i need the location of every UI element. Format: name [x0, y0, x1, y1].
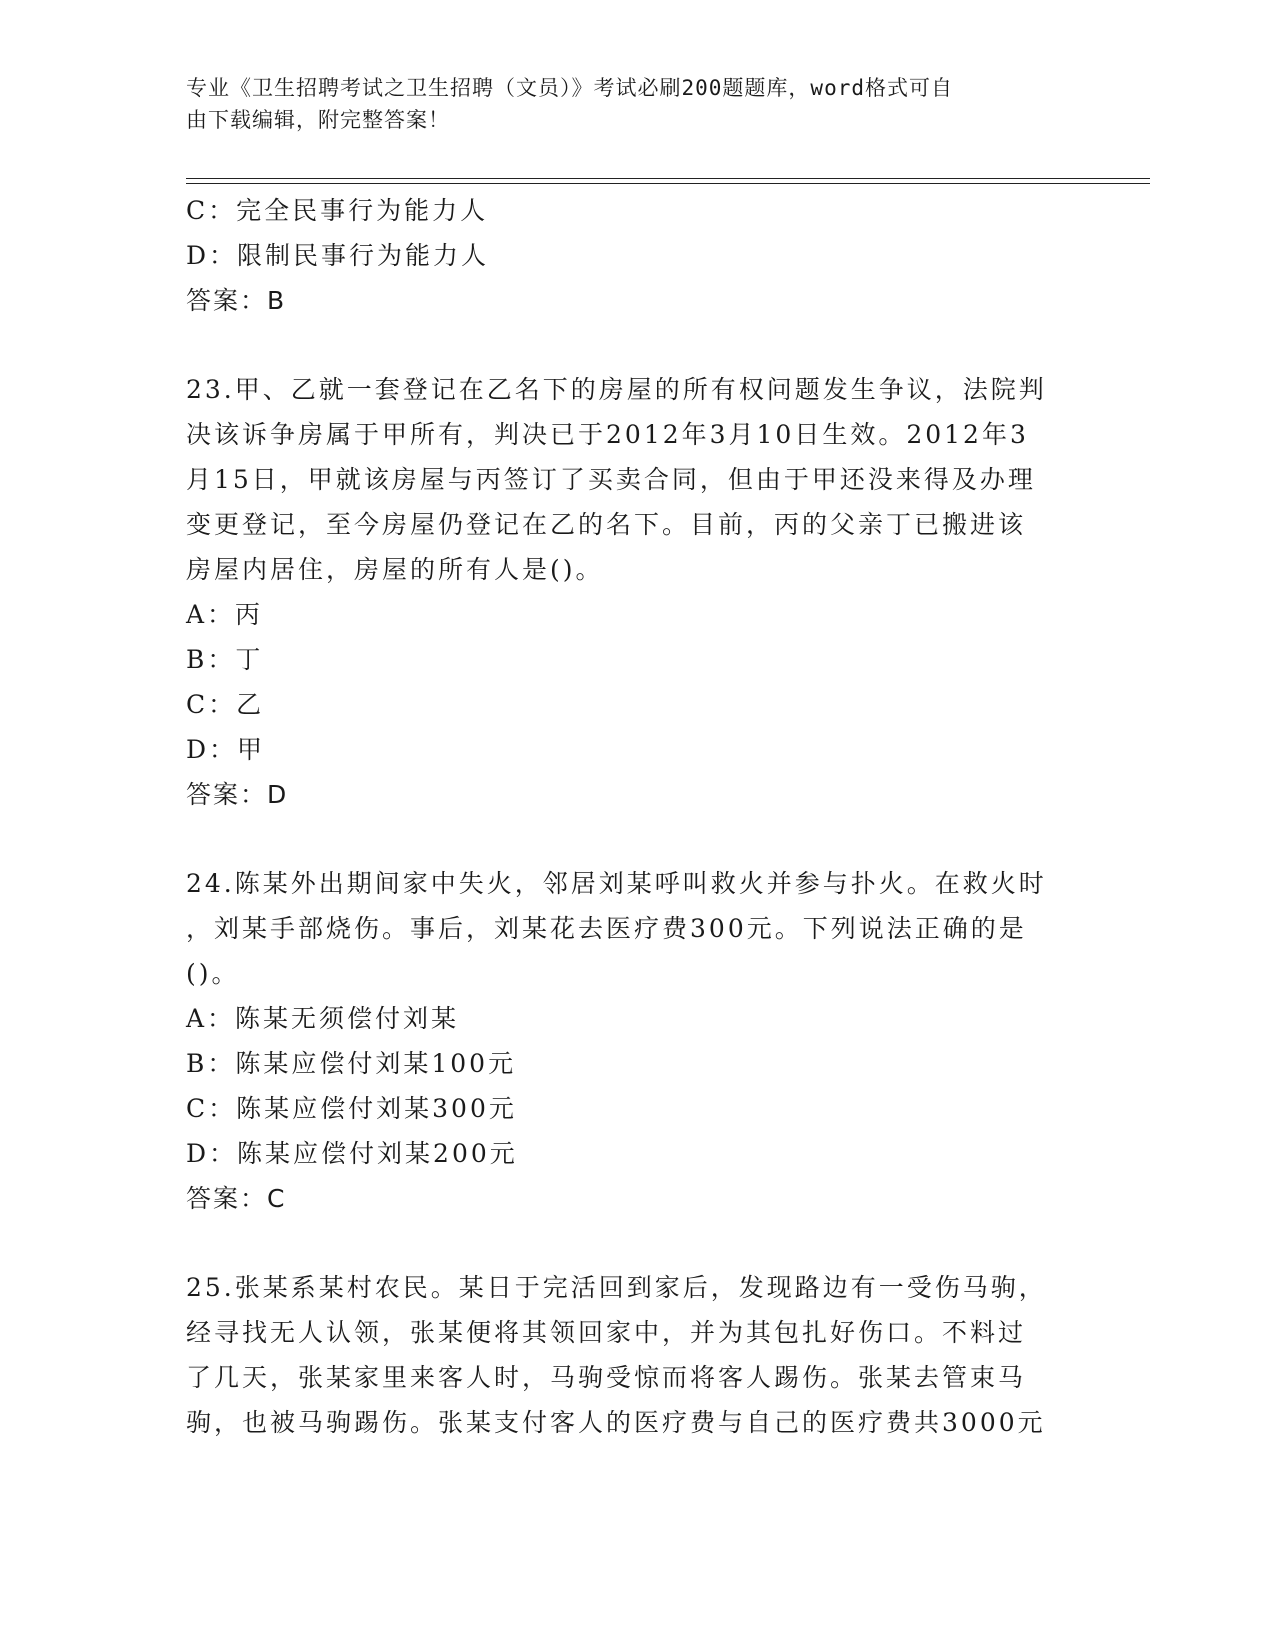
answer: 答案：B: [186, 286, 287, 315]
question-text-line: 变更登记，至今房屋仍登记在乙的名下。目前，丙的父亲丁已搬进该: [186, 510, 1027, 539]
option-c: C：完全民事行为能力人: [186, 196, 489, 225]
question-text-line: 24.陈某外出期间家中失火，邻居刘某呼叫救火并参与扑火。在救火时: [186, 869, 1047, 898]
spacer: [186, 1221, 1086, 1265]
question-text-line: ，刘某手部烧伤。事后，刘某花去医疗费300元。下列说法正确的是: [186, 914, 1027, 943]
page-header: [186, 72, 1066, 136]
option-c: C：乙: [186, 690, 265, 719]
question-text-line: 月15日，甲就该房屋与丙签订了买卖合同，但由于甲还没来得及办理: [186, 465, 1036, 494]
answer: 答案：D: [186, 780, 289, 809]
question-25: [186, 1265, 1086, 1445]
header-rule-top: [186, 178, 1150, 179]
question-text-line: 25.张某系某村农民。某日于完活回到家后，发现路边有一受伤马驹，: [186, 1273, 1047, 1302]
option-d: D：陈某应偿付刘某200元: [186, 1139, 518, 1168]
question-text-line: 驹，也被马驹踢伤。张某支付客人的医疗费与自己的医疗费共3000元: [186, 1408, 1046, 1437]
option-b: B：陈某应偿付刘某100元: [186, 1049, 517, 1078]
question-23: [186, 367, 1086, 817]
question-text-line: 23.甲、乙就一套登记在乙名下的房屋的所有权问题发生争议，法院判: [186, 375, 1047, 404]
answer: 答案：C: [186, 1184, 287, 1213]
question-content: [186, 188, 1086, 1445]
question-text-line: 了几天，张某家里来客人时，马驹受惊而将客人踢伤。张某去管束马: [186, 1363, 1027, 1392]
header-line-1: 专业《卫生招聘考试之卫生招聘（文员）》考试必刷200题题库，word格式可自: [186, 76, 953, 100]
spacer: [186, 817, 1086, 861]
option-a: A：丙: [186, 600, 264, 629]
option-d: D：限制民事行为能力人: [186, 241, 490, 270]
question-text-line: 房屋内居住，房屋的所有人是()。: [186, 555, 604, 584]
spacer: [186, 323, 1086, 367]
option-c: C：陈某应偿付刘某300元: [186, 1094, 517, 1123]
question-22: [186, 188, 1086, 323]
option-a: A：陈某无须偿付刘某: [186, 1004, 460, 1033]
question-text-line: 经寻找无人认领，张某便将其领回家中，并为其包扎好伤口。不料过: [186, 1318, 1027, 1347]
question-text-line: 决该诉争房属于甲所有，判决已于2012年3月10日生效。2012年3: [186, 420, 1029, 449]
option-b: B：丁: [186, 645, 264, 674]
question-24: [186, 861, 1086, 1221]
header-rule-bottom: [186, 183, 1150, 184]
header-line-2: 由下载编辑，附完整答案！: [186, 108, 450, 132]
question-text-line: ()。: [186, 959, 240, 988]
option-d: D：甲: [186, 735, 266, 764]
